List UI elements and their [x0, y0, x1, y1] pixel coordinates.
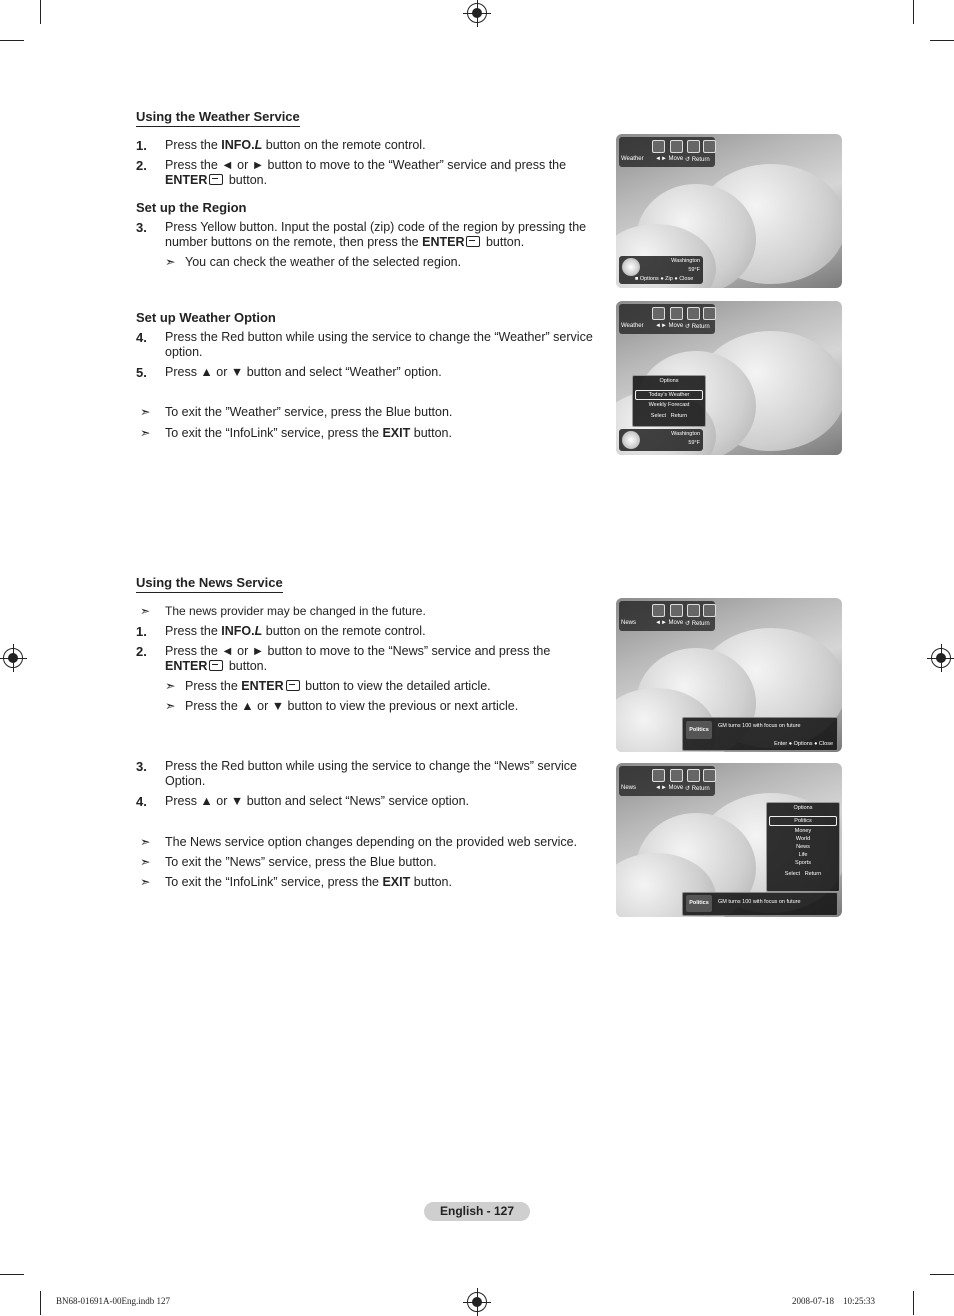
region-note: ➣ You can check the weather of the selected region. — [165, 255, 462, 269]
registration-mark-icon — [467, 1292, 487, 1312]
news-section-title: Using the News Service — [136, 575, 283, 593]
news-ticker — [682, 717, 838, 751]
exit-infolink-note: ➣ To exit the “InfoLink” service, press the EXIT button. — [140, 875, 452, 889]
registration-mark-icon — [931, 648, 951, 668]
enter-key-label: ENTER — [422, 235, 465, 249]
news-options-popup — [766, 802, 840, 892]
crop-mark — [0, 1274, 24, 1275]
region-subtitle: Set up the Region — [136, 200, 247, 215]
weather-section-title: Using the Weather Service — [136, 109, 300, 127]
note-arrow-icon: ➣ — [165, 679, 176, 693]
weather-widget — [619, 429, 703, 451]
step-text: button. — [225, 173, 268, 187]
service-bar — [619, 766, 715, 796]
stock-icon — [687, 769, 700, 782]
return-hint: ↺ Return — [685, 324, 710, 330]
widget-buttons: ■ Options ● Zip ● Close — [635, 276, 694, 282]
option-item[interactable]: News — [796, 844, 810, 850]
service-bar — [619, 137, 715, 167]
step-text: button. — [482, 235, 525, 249]
options-popup — [632, 375, 706, 427]
return-hint: ↺ Return — [685, 157, 710, 163]
option-item[interactable]: World — [795, 836, 811, 842]
note-arrow-icon: ➣ — [140, 426, 151, 440]
step-number: 1. — [136, 624, 147, 639]
step-text: Press Yellow button. Input the postal (zip) code of the region by pressing the number buttons on the remote, then press the — [165, 220, 587, 249]
news-screenshot — [616, 598, 842, 752]
news-subnote-enter: ➣ Press the ENTER button to view the detailed article. — [165, 679, 491, 693]
registration-mark-icon — [3, 648, 23, 668]
news-icon — [670, 769, 683, 782]
info-key-label: INFO. — [221, 624, 255, 638]
news-category-badge: Politics — [686, 721, 712, 739]
enter-icon — [466, 236, 480, 247]
exit-weather-note: ➣ To exit the ”Weather” service, press the Blue button. — [140, 405, 453, 419]
note-arrow-icon: ➣ — [140, 604, 151, 618]
step-text: Press the ◄ or ► button to move to the “Weather” service and press the — [165, 158, 567, 172]
weather-step-4 — [136, 330, 614, 360]
stock-icon — [687, 140, 700, 153]
weather-icon — [652, 307, 665, 320]
service-bar — [619, 601, 715, 631]
service-label: News — [621, 785, 637, 791]
news-step-1: 1. Press the INFO.L button on the remote control. — [136, 624, 426, 639]
enter-icon — [286, 680, 300, 691]
note-arrow-icon: ➣ — [140, 835, 151, 849]
step-number: 4. — [136, 330, 147, 345]
service-bar — [619, 304, 715, 334]
news-icon — [670, 307, 683, 320]
service-label: Weather — [621, 323, 644, 329]
move-hint: ◄► Move — [655, 156, 684, 162]
option-item-selected[interactable]: Politics — [769, 816, 837, 826]
weather-icon — [652, 769, 665, 782]
crop-mark — [913, 1291, 914, 1315]
news-provider-note: ➣ The news provider may be changed in the future. — [140, 604, 426, 618]
service-label: Weather — [621, 156, 644, 162]
step-text: Press the — [165, 138, 222, 152]
weather-step-1 — [136, 138, 614, 153]
weather-icon — [652, 140, 665, 153]
globe-icon — [703, 604, 716, 617]
news-headline: GM turns 100 with focus on future — [718, 899, 801, 905]
globe-icon — [703, 307, 716, 320]
step-number: 1. — [136, 138, 147, 153]
return-hint: ↺ Return — [685, 786, 710, 792]
news-subnote-arrows: ➣ Press the ▲ or ▼ button to view the previous or next article. — [165, 699, 519, 713]
sun-icon — [622, 431, 640, 449]
temperature-label: 59°F — [688, 440, 700, 446]
weather-step-5 — [136, 365, 614, 380]
enter-key-label: ENTER — [165, 173, 208, 187]
step-text: Press the Red button while using the service to change the “News” service Option. — [165, 759, 578, 788]
note-arrow-icon: ➣ — [165, 699, 176, 713]
stock-icon — [687, 604, 700, 617]
enter-key-label: ENTER — [165, 659, 208, 673]
option-hints: Select Return — [784, 871, 822, 877]
news-ticker — [682, 892, 838, 916]
crop-mark — [930, 1274, 954, 1275]
step-number: 2. — [136, 158, 147, 173]
enter-icon — [209, 174, 223, 185]
step-text: Press ▲ or ▼ button and select “Weather” option. — [165, 365, 442, 379]
info-key-suffix: L — [254, 138, 263, 152]
note-arrow-icon: ➣ — [165, 255, 176, 269]
step-number: 5. — [136, 365, 147, 380]
weather-screenshot — [616, 134, 842, 288]
step-number: 4. — [136, 794, 147, 809]
move-hint: ◄► Move — [655, 323, 684, 329]
news-step-3 — [136, 759, 614, 789]
exit-infolink-note: ➣ To exit the “InfoLink” service, press the EXIT button. — [140, 426, 452, 440]
page-number-badge: English - 127 — [424, 1202, 530, 1221]
globe-icon — [703, 769, 716, 782]
weather-options-screenshot — [616, 301, 842, 455]
news-icon — [670, 604, 683, 617]
option-item[interactable]: Life — [798, 852, 808, 858]
step-text: button on the remote control. — [262, 138, 426, 152]
step-number: 2. — [136, 644, 147, 659]
crop-mark — [930, 40, 954, 41]
temperature-label: 59°F — [688, 267, 700, 273]
enter-icon — [209, 660, 223, 671]
note-arrow-icon: ➣ — [140, 855, 151, 869]
crop-mark — [40, 1291, 41, 1315]
move-hint: ◄► Move — [655, 620, 684, 626]
news-category-badge: Politics — [686, 895, 712, 912]
print-timestamp: 2008-07-18 10:25:33 — [792, 1296, 875, 1306]
file-name: BN68-01691A-00Eng.indb 127 — [56, 1296, 170, 1306]
city-label: Washington — [671, 431, 700, 437]
option-hints: Select Return — [650, 413, 688, 419]
option-item[interactable]: Sports — [795, 860, 811, 866]
globe-icon — [703, 140, 716, 153]
sun-icon — [622, 258, 640, 276]
weather-step-3 — [136, 220, 606, 250]
step-number: 3. — [136, 759, 147, 774]
note-arrow-icon: ➣ — [140, 405, 151, 419]
note-arrow-icon: ➣ — [140, 875, 151, 889]
move-hint: ◄► Move — [655, 785, 684, 791]
news-step-4 — [136, 794, 614, 809]
weather-step-2 — [136, 158, 614, 188]
city-label: Washington — [671, 258, 700, 264]
service-label: News — [621, 620, 637, 626]
news-buttons: Enter ● Options ● Close — [774, 741, 833, 747]
stock-icon — [687, 307, 700, 320]
step-text: Press ▲ or ▼ button and select “News” service option. — [165, 794, 470, 808]
options-header: Options — [793, 805, 813, 811]
info-key-label: INFO. — [221, 138, 255, 152]
crop-mark — [40, 0, 41, 24]
options-header: Options — [659, 378, 679, 384]
registration-mark-icon — [467, 3, 487, 23]
news-step-2: 2. Press the ◄ or ► button to move to the “News” service and press the ENTER button. — [136, 644, 551, 673]
news-icon — [670, 140, 683, 153]
step-number: 3. — [136, 220, 147, 235]
news-headline: GM turns 100 with focus on future — [718, 723, 801, 729]
weather-option-subtitle: Set up Weather Option — [136, 310, 276, 325]
news-option-note: ➣ The News service option changes depending on the provided web service. — [140, 835, 578, 849]
weather-widget — [619, 256, 703, 284]
weather-icon — [652, 604, 665, 617]
news-options-screenshot — [616, 763, 842, 917]
crop-mark — [913, 0, 914, 24]
step-text: Press the Red button while using the service to change the “Weather” service option. — [165, 330, 593, 359]
return-hint: ↺ Return — [685, 621, 710, 627]
option-item[interactable]: Money — [794, 828, 812, 834]
exit-news-note: ➣ To exit the ”News” service, press the Blue button. — [140, 855, 437, 869]
option-item[interactable]: Weekly Forecast — [648, 402, 690, 408]
crop-mark — [0, 40, 24, 41]
option-item-selected[interactable]: Today’s Weather — [635, 390, 703, 400]
